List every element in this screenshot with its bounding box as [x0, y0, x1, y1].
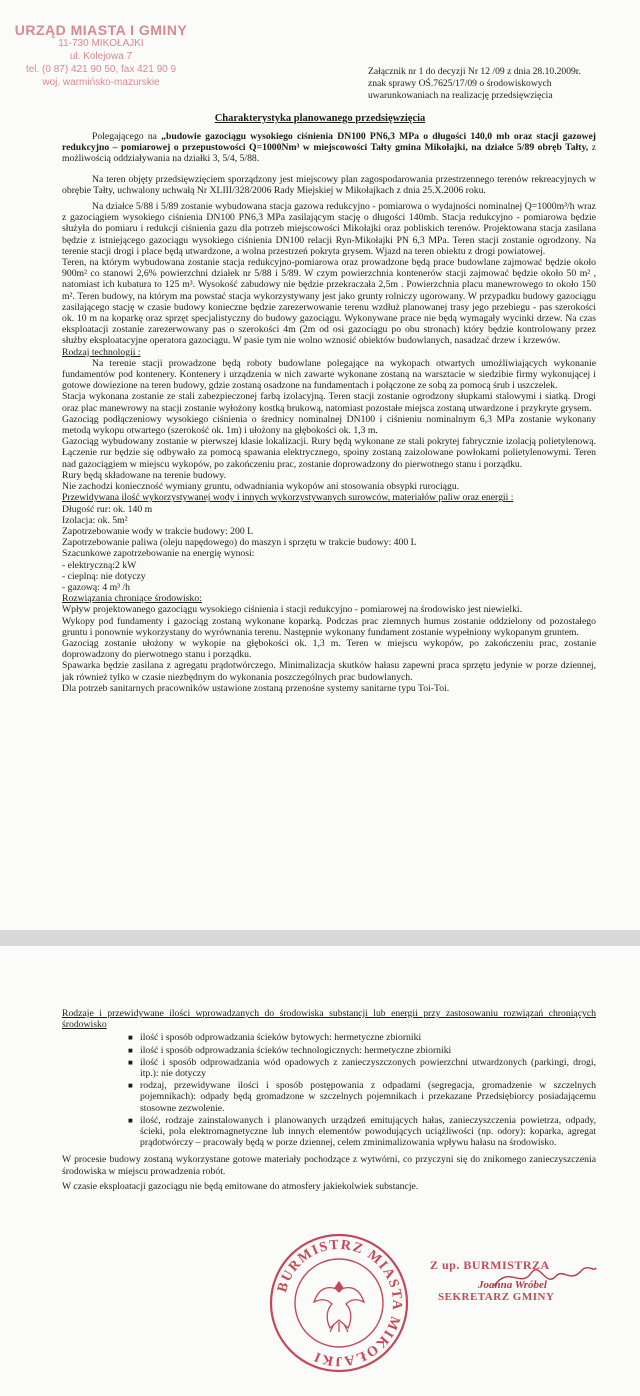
environment-paragraph: Wykopy pod fundamenty i gazociąg zostaną wykonane koparką. Podczas prac ziemnych humus zostanie oddzielony od pozostałego gruntu i ponownie wykorzystany do wyrównania terenu. Następnie wykonany fundament zostanie wypełniony wykopanym gruntem.	[62, 615, 596, 638]
document-body	[62, 131, 596, 694]
usage-line: Długość rur: ok. 140 m	[62, 503, 153, 515]
technology-paragraph: Rury będą składowane na terenie budowy.	[62, 469, 227, 481]
technology-paragraph: Gazociąg wybudowany zostanie w pierwszej klasie lokalizacji. Rury będą wykonane ze stali pokrytej fabrycznie izolacją polietylenową. Łączenie rur będzie się odbywało za pomocą spawania elektrycznego, spoiny zostaną zaizolowane powłokami polietylenowymi. Teren nad gazociągiem w miejscu wykopów, po zakończeniu prac, zostanie doprowadzony do pierwotnego stanu i porządku.	[62, 436, 596, 470]
closing-paragraph: W czasie eksploatacji gazociągu nie będą emitowane do atmosfery jakiekolwiek substancje.	[62, 1180, 419, 1192]
technology-paragraph: Nie zachodzi konieczność wymiany gruntu, odwadniania wykopów ani stosowania obsypki rurociągu.	[62, 481, 460, 493]
list-item	[128, 1080, 596, 1114]
technology-heading: Rodzaj technologii :	[62, 346, 141, 358]
list-item	[128, 1032, 596, 1044]
environment-heading: Rozwiązania chroniące środowisko:	[62, 593, 202, 605]
plan-paragraph: Na teren objęty przedsięwzięciem sporządzony jest miejscowy plan zagospodarowania przestrzennego terenów rekreacyjnych w obrębie Tałty, uchwalony uchwałą Nr XLIII/328/2006 Rady Miejskiej w Mikołajkach z dnia 25.X.2006 roku.	[62, 173, 596, 196]
document-page-2	[0, 946, 640, 1396]
document-body-2	[62, 1008, 596, 1196]
stamp-office-name: URZĄD MIASTA I GMINY	[14, 22, 188, 38]
environment-paragraph: Wpływ projektowanego gazociągu wysokiego ciśnienia i stacji redukcyjno - pomiarowej na środowisko jest niewielki.	[62, 604, 523, 616]
eagle-emblem-icon	[314, 1282, 364, 1332]
usage-heading: Przewidywana ilość wykorzystywanej wody i innych wykorzystywanych surowców, materiałów paliw oraz energii :	[62, 492, 514, 504]
seal-text: BURMISTRZ MIASTA MIKOŁAJKI	[275, 1237, 405, 1369]
environment-paragraph: Spawarka będzie zasilana z agregatu prądotwórczego. Minimalizacja skutków hałasu zapewni praca sprzętu jedynie w porze dziennej, jak również tylko w czasie niezbędnym do wykonania poszczególnych prac budowlanych.	[62, 660, 596, 683]
list-item-text: ilość i sposób odprowadzania ścieków bytowych: hermetyczne zbiorniki	[140, 1032, 422, 1044]
office-stamp	[6, 24, 196, 89]
usage-line: Szacunkowe zapotrzebowanie na energię wynosi:	[62, 548, 255, 560]
technology-paragraph: Na terenie stacji prowadzone będą roboty budowlane polegające na wykopach otwartych umożliwiających wykonanie fundamentów pod kontenery. Kontenery i urządzenia w nich zawarte wykonane zostaną na warsztacie w siedzibie firmy wykonującej i gotowe dowiezione na teren budowy, gdzie zostaną osadzone na fundamentach i połączone ze sobą za pomocą śrub i uszczelek.	[62, 357, 596, 392]
usage-line: - gazową: 4 m³ /h	[62, 581, 131, 593]
station-paragraph: Na działce 5/88 i 5/89 zostanie wybudowana stacja gazowa redukcyjno - pomiarowa o wydajności nominalnej Q=1000m³/h wraz z gazociągiem wysokiego ciśnienia DN100 PN6,3 MPa zasilającym stację o długości 140mb. Stacja redukcyjno - pomiarowa będzie służyła do pomiaru i redukcji ciśnienia gazu dla potrzeb miejscowości Mikołajki oraz pobliskich terenów. Projektowana stacja zasilana będzie z istniejącego gazociągu wysokiego ciśnienia DN100 relacji Ryn-Mikołajki PN 6,3 MPa. Teren stacji zostanie ogrodzony. Na terenie stacji drogi i place będą utwardzone, a wolna przestrzeń pokryta grysem. Wjazd na teren obiektu z drogi powiatowej.	[62, 201, 596, 257]
signature-block	[430, 1258, 610, 1303]
reference-block	[368, 66, 628, 102]
bullet-icon: ■	[128, 1115, 133, 1125]
list-item-text: rodzaj, przewidywane ilości i sposób postępowania z odpadami (segregacja, gromadzenie w szczelnych pojemnikach): odpady będą gromadzone w szczelnych pojemnikach i przekazane Przedsiębiorcy posiadającemu stosowne zezwolenie.	[140, 1080, 596, 1114]
bullet-icon: ■	[128, 1045, 133, 1055]
intro-pre: Polegającego na	[92, 131, 162, 142]
stamp-street: ul. Kolejowa 7	[69, 51, 133, 62]
list-item-text: ilość i sposób odprowadzania wód opadowych z zanieczyszczonych powierzchni utwardzonych (parkingi, drogi, itp.): nie dotyczy	[140, 1056, 596, 1080]
usage-line: Izolacja: ok. 5m²	[62, 514, 128, 526]
reference-line: Załącznik nr 1 do decyzji Nr 12 /09 z dnia 28.10.2009r.	[368, 66, 581, 77]
environment-paragraph: Gazociąg zostanie ułożony w wykopie na głębokości ok. 1,3 m. Teren w miejscu wykopów, po zakończeniu prac, zostanie doprowadzony do pierwotnego stanu i porządku.	[62, 637, 596, 661]
reference-line: znak sprawy OŚ.7625/17/09 o środowiskowych	[368, 78, 552, 89]
stamp-city: 11-730 MIKOŁAJKI	[58, 38, 144, 49]
emissions-list	[62, 1032, 596, 1148]
list-item	[128, 1044, 596, 1056]
handwritten-signature-icon	[490, 1260, 600, 1294]
signature-position: SEKRETARZ GMINY	[438, 1291, 555, 1303]
bullet-icon: ■	[128, 1081, 133, 1091]
area-paragraph: Teren, na którym wybudowana zostanie stacja redukcyjno-pomiarowa oraz prowadzone będą prace budowlane zajmować będzie około 900m² co stanowi 2,6% powierzchni działek nr 5/88 i 5/89. W czym powierzchnia kontenerów stacji zajmować będzie około 50 m² , natomiast ich kubatura to 125 m³. Wysokość zabudowy nie będzie przekraczała 2,5m . Powierzchnia placu manewrowego to około 150 m². Teren budowy, na którym ma powstać stacja wykorzystywany jest jako grunty rolniczy ugorowany. W przypadku budowy gazociągu zasilającego stację w czasie budowy konieczne będzie zarezerwowanie terenu wzdłuż planowanej trasy jego przebiegu - pas szerokości ok. 10 m na koparkę oraz sprzęt specjalistyczny do budowy gazociągu. Wykonywane prace nie będą wymagały wycinki drzew. Na czas eksploatacji zostanie zarezerwowany pas o szerokości 4m (2m od osi gazociągu po obu stronach) który będzie kontrolowany przez służby eksploatacyjne operatora gazociągu. W pasie tym nie wolno wznosić obiektów budowlanych, nasadzać drzew i krzewów.	[62, 257, 596, 347]
emissions-heading: Rodzaje i przewidywane ilości wprowadzanych do środowiska substancji lub energii przy zastosowaniu rozwiązań chroniących środowisko	[62, 1008, 596, 1031]
intro-bold: „budowie gazociągu wysokiego ciśnienia DN100 PN6,3 MPa o długości 140,0 mb oraz stacji gazowej redukcyjno – pomiarowej o przepustowości Q=1000Nm³ w miejscowości Tałty gmina Mikołajki, na działce 5/89 obręb Tałty,	[62, 131, 596, 154]
usage-line: Zapotrzebowanie wody w trakcie budowy: 200 L	[62, 525, 254, 537]
usage-line: Zapotrzebowanie paliwa (oleju napędowego) do maszyn i sprzętu w trakcie budowy: 400 L	[62, 537, 417, 549]
list-item	[128, 1056, 596, 1080]
closing-paragraph: W procesie budowy zostaną wykorzystane gotowe materiały pochodzące z wytwórni, co przyczyni się do znikomego zanieczyszczenia środowiska w miejscu prowadzenia robót.	[62, 1154, 596, 1177]
intro-paragraph	[62, 131, 596, 165]
technology-paragraph: Gazociąg podłączeniowy wysokiego ciśnienia o średnicy nominalnej DN100 i ciśnieniu nominalnym 6,3 MPa zostanie wykonany metodą wykopu otwartego (szerokość ok. 1m) i ułożony na głębokości ok. 1,3 m.	[62, 413, 596, 437]
list-item-text: ilość i sposób odprowadzania ścieków technologicznych: hermetyczne zbiorniki	[140, 1044, 452, 1056]
stamp-region: woj. warmińsko-mazurskie	[42, 77, 160, 88]
reference-line: uwarunkowaniach na realizację przedsięwzięcia	[368, 90, 553, 101]
stamp-phone: tel. (0 87) 421 90 50, fax 421 90 9	[25, 64, 177, 75]
signature-name: Joanna Wróbel	[478, 1279, 547, 1291]
signature-authority: Z up. BURMISTRZA	[430, 1258, 550, 1272]
technology-paragraph: Stacja wykonana zostanie ze stali zabezpieczonej farbą izolacyjną. Teren stacji zostanie ogrodzony słupkami stalowymi i siatką. Drogi oraz plac manewrowy na stacji zostanie wyłożony kostką brukową, natomiast pozostałe miejsca zostaną utwardzone i przykryte grysem.	[62, 391, 596, 414]
bullet-icon: ■	[128, 1033, 133, 1043]
list-item-text: ilość, rodzaje zainstalowanych i planowanych urządzeń emitujących hałas, zanieczyszczenia powietrza, odpady, ścieki, pola elektromagnetyczne lub innych elementów powodujących uciążliwości (np. odory): koparka, agregat prądotwórczy – pracowały będą w porze dziennej, celem zminimalizowania wpływu hałasu na środowisko.	[140, 1114, 596, 1149]
document-title: Charakterystyka planowanego przedsięwzięcia	[214, 113, 426, 124]
bullet-icon: ■	[128, 1057, 133, 1067]
list-item	[128, 1114, 596, 1149]
usage-line: - elektryczną:2 kW	[62, 559, 137, 571]
official-round-seal	[268, 1232, 410, 1374]
environment-paragraph: Dla potrzeb sanitarnych pracowników ustawione zostaną przenośne systemy sanitarne typu Toi-Toi.	[62, 682, 450, 694]
intro-post: z możliwością oddziaływania na działki 3, 5/4, 5/88.	[62, 142, 596, 165]
usage-line: - cieplną: nie dotyczy	[62, 570, 146, 582]
